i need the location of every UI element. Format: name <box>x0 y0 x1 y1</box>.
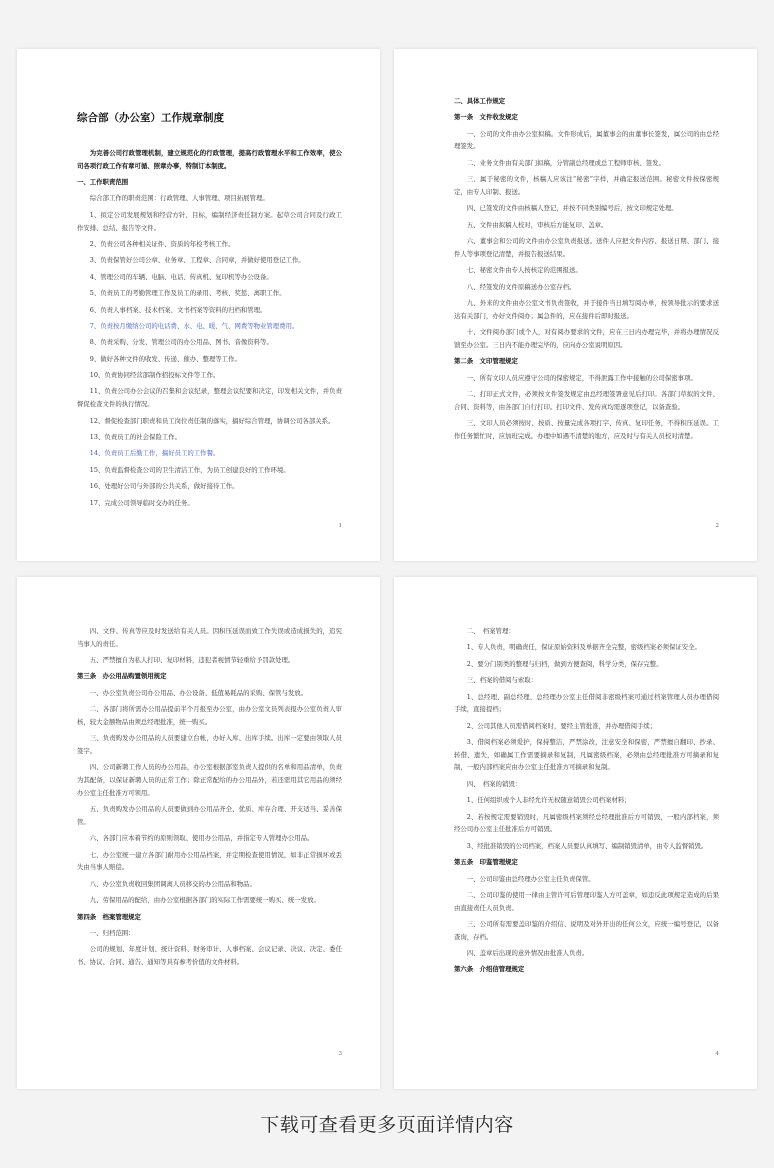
paragraph: 一、公司的文件由办公室拟稿。文件形成后，属董事会的由董事长签发，属公司的由总经理签发。 <box>454 129 719 151</box>
page-number: 3 <box>338 1051 342 1057</box>
paragraph: 7、负责按月缴纳公司的电话费、水、电、暖、气、网费等物业管理费用。 <box>89 321 299 330</box>
document-page-2 <box>394 49 757 561</box>
paragraph: 二、公司印鉴的使用一律由主管许可后管理印鉴人方可盖章，如违反此项规定造成的后果由直接责任人员负责。 <box>454 890 719 912</box>
section-heading: 一、工作职责范围 <box>77 178 129 187</box>
paragraph: 11、负责公司办公会议的召集和会议纪录，整理会议纪要和决定，印发相关文件，并负责督促检查文件的执行情况。 <box>77 387 342 409</box>
paragraph: 二、打印正式文件，必须按文件签发规定由总经理签署意见后打印。各部门草拟的文件、合同、资料等，由各部门自行打印。打印文件、发传真均需逐项登记，以备查验。 <box>454 389 719 411</box>
paragraph: 三、属于秘密的文件，核稿人应该注“秘密”字样，并确定报送范围。秘密文件按保密规定，由专人印制、报送。 <box>454 175 719 196</box>
paragraph: 一、办公室负责公司办公用品、办公设备、低值易耗品的采购、保管与发放。 <box>89 688 308 697</box>
paragraph: 八、办公室负责收回集团调离人员移交的办公用品和物品。 <box>89 879 256 888</box>
paragraph: 2、负责公司各种相关证件、资质的年检考核工作。 <box>89 239 235 248</box>
paragraph: 四、已签发的文件由核稿人登记，并按不同类别编号后，按文印规定处理。 <box>466 204 678 213</box>
paragraph: 3、负责保管好公司公章、业务章、工程章、合同章，并做好使用登记工作。 <box>89 256 305 265</box>
paragraph: 13、负责员工的社会保险工作。 <box>89 432 182 441</box>
paragraph: 4、管理公司的车辆、电脑、电话、传真机、复印机等办公设备。 <box>89 272 273 281</box>
section-heading: 第六条 介绍信管理规定 <box>454 965 525 974</box>
paragraph: 五、文件由拟稿人校对，审核后方能复印、盖章。 <box>466 220 608 229</box>
paragraph: 10、负责协同经营部制作招投标文件等工作。 <box>89 371 220 380</box>
paragraph: 三、文印人员必须按时、按质、按量完成各项打字、传真、复印任务，不得积压延误。工作任务繁忙时，应加班完成。办理中如遇不清楚的地方，应及时与有关人员校对清楚。 <box>454 419 719 440</box>
paragraph: 二、各部门将所需办公用品提前半个月报至办公室，由办公室文员列表报办公室负责人审核，较大金额物品由须总经理批准，统一购买。 <box>77 705 342 726</box>
paragraph: 九、外来的文件由办公室文书负责签收，并于接件当日填写阅办单，按领导批示的要求送达有关部门，办好文件阅办；属急件的，应在接件后即时报送。 <box>454 299 719 320</box>
paragraph: 8、负责采购、分发、管理公司的办公用品、图书、音像资料等。 <box>89 338 273 347</box>
document-page-4 <box>394 577 757 1089</box>
paragraph: 九、劳保用品的配给，由办公室根据各部门的实际工作需要统一购买、统一发放。 <box>89 896 320 905</box>
paragraph: 八、经签发的文件原稿送办公室存档。 <box>466 282 576 291</box>
paragraph: 综合部工作的职责范围：行政管理、人事管理、项目拓展管理。 <box>89 194 269 203</box>
paragraph: 14、负责员工后勤工作，搞好员工的工作餐。 <box>89 449 220 458</box>
paragraph: 为完善公司行政管理机制，建立规范化的行政管理，提高行政管理水平和工作效率，使公司各项行政工作有章可循、照章办事，特制订本制度。 <box>77 149 342 170</box>
paragraph: 1、拟定公司发展规划和经营方针、目标，编制经济责任制方案。起草公司合同及行政工作安排、总结、报告等文件。 <box>77 210 342 232</box>
paragraph: 5、负责员工的考勤管理工作及员工的录用、考核、奖惩、离职工作。 <box>89 289 286 298</box>
paragraph: 四、文件、传真等应及时发送给有关人员。因积压延误而致工作失误或造成损失的，追究当事人的责任。 <box>77 627 342 648</box>
page-content <box>77 625 342 972</box>
section-heading: 第五条 印鉴管理规定 <box>454 858 518 867</box>
paragraph: 9、做好各种文件的收发、传递、催办、整理等工作。 <box>89 354 241 363</box>
page-content <box>454 625 719 980</box>
document-page-1 <box>17 49 380 561</box>
page-content <box>454 95 719 446</box>
page-number: 4 <box>715 1051 719 1057</box>
paragraph: 15、负责监督检查公司的卫生清洁工作，为员工创建良好的工作环境。 <box>89 465 290 474</box>
paragraph: 七、办公室统一建立各部门耐用办公用品档案，并定期检查使用情况，如非正常损坏或丢失由当事人赔偿。 <box>77 850 342 872</box>
paragraph: 三、档案的借阅与索取： <box>466 676 538 685</box>
section-heading: 第一条 文件收发规定 <box>454 113 518 122</box>
section-heading: 第四条 档案管理规定 <box>77 912 141 921</box>
paragraph: 五、严禁擅自为私人打印、复印材料，违犯者视情节轻重给予罚款处理。 <box>89 656 295 665</box>
section-heading: 二、具体工作规定 <box>454 97 506 105</box>
page-number: 2 <box>715 523 719 529</box>
paragraph: 五、负责购发办公用品的人员要做到办公用品齐全、优质、库存合理、开支适当、妥善保管。 <box>77 805 342 826</box>
paragraph: 一、公司印鉴由总经理办公室主任负责保管。 <box>466 874 595 883</box>
paragraph: 一、所有文印人员应遵守公司的保密规定，不得泄露工作中接触的公司保密事项。 <box>466 373 697 382</box>
section-heading: 第二条 文印管理规定 <box>454 357 518 366</box>
paragraph: 12、督促检查部门职责和员工岗位责任制的落实，搞好综合管理，协调公司各部关系。 <box>89 416 335 425</box>
page-number: 1 <box>338 523 342 529</box>
paragraph: 1、专人负责，明确责任，保证原始资料及单据齐全完整，密级档案必须保证安全。 <box>466 643 701 652</box>
paragraph: 七、秘密文件由专人按核定的范围报送。 <box>466 266 582 275</box>
paragraph: 16、处理好公司与外部的公共关系，做好接待工作。 <box>89 482 239 491</box>
document-title: 综合部（办公室）工作规章制度 <box>77 112 224 124</box>
page-content <box>77 111 342 513</box>
paragraph: 2、公司其他人员需借阅档案时，要经主管批准，并办理借阅手续； <box>466 721 657 730</box>
paragraph: 四、盖章后出现的意外情况由批准人负责。 <box>466 949 589 958</box>
paragraph: 1、总经理、副总经理、总经理办公室主任借阅非密级档案可通过档案管理人员办理借阅手续，直接提档； <box>454 692 719 714</box>
paragraph: 十、文件阅办部门或个人，对有阅办要求的文件，应在三日内办理完毕，并将办理情况反馈至办公室。三日内不能办理完毕的，应向办公室说明原因。 <box>454 328 719 349</box>
paragraph: 1、任何组织或个人非经允许无权随意销毁公司档案材料； <box>466 796 631 805</box>
paragraph: 6、负责人事档案、技术档案、文书档案等资料的归档和管理。 <box>89 305 267 314</box>
paragraph: 六、各部门应本着节约的原则领取、使用办公用品，并指定专人管理办公用品。 <box>89 834 314 843</box>
paragraph: 公司的规划、年度计划、统计资料、财务审计、人事档案、会议记录、决议、决定、委任书、协议、合同、通告、通知等具有参考价值的文件材料。 <box>77 945 342 967</box>
paragraph: 2、若按规定需要销毁时，凡属密级档案须经总经理批准后方可销毁，一般内部档案，须经公司办公室主任批准后方可销毁。 <box>454 812 719 834</box>
paragraph: 三、公司所有需要盖印鉴的介绍信、说明及对外开出的任何公文，应统一编号登记，以备查询，存档。 <box>454 919 719 941</box>
paragraph: 四、 档案的销毁： <box>466 779 522 788</box>
paragraph: 3、借阅档案必须爱护，保持整洁，严禁涂改，注意安全和保密，严禁擅自翻印、抄录、转借、遗失，如确属工作需要摘录和复制，凡属密级档案，必须由总经理批准方可摘录和复制，一般内部档案应由办公室主任批准方可摘录和复制。 <box>454 738 719 772</box>
section-heading: 第三条 办公用品购置领用规定 <box>77 672 167 681</box>
paragraph: 二、业务文件由有关部门拟稿，分管副总经理或总工程师审核、签发。 <box>466 158 665 167</box>
paragraph: 三、负责购发办公用品的人员要建立台帐，办好入库、出库手续。出库一定要由领取人员签字。 <box>77 734 342 756</box>
paragraph: 六、董事会和公司的文件由办公室负责报送。送件人应把文件内容、报送日期、部门、接件人等事项登记清楚，并报告报送结果。 <box>454 237 719 258</box>
download-more-banner: 下载可查看更多页面详情内容 <box>260 1114 514 1136</box>
paragraph: 二、 档案管理： <box>466 627 515 635</box>
paragraph: 17、完成公司领导临时交办的任务。 <box>89 498 194 507</box>
paragraph: 3、经批准销毁的公司档案，档案人员要认真填写、编制销毁清单，由专人监督销毁。 <box>466 841 708 850</box>
document-page-3 <box>17 577 380 1089</box>
paragraph: 四、公司新聘工作人员的办公用品，办公室根据部室负责人提供的名单和用品清单，负责为其配备，以保证新聘人员的正常工作；除正常配给的办公用品外，若还需用其它用品的须经办公室主任批准方可领用。 <box>77 763 342 797</box>
paragraph: 2、要分门别类的整理与归档，做到方便查阅，科学分类，保存完整。 <box>466 659 663 668</box>
paragraph: 一、归档范围： <box>89 929 135 937</box>
